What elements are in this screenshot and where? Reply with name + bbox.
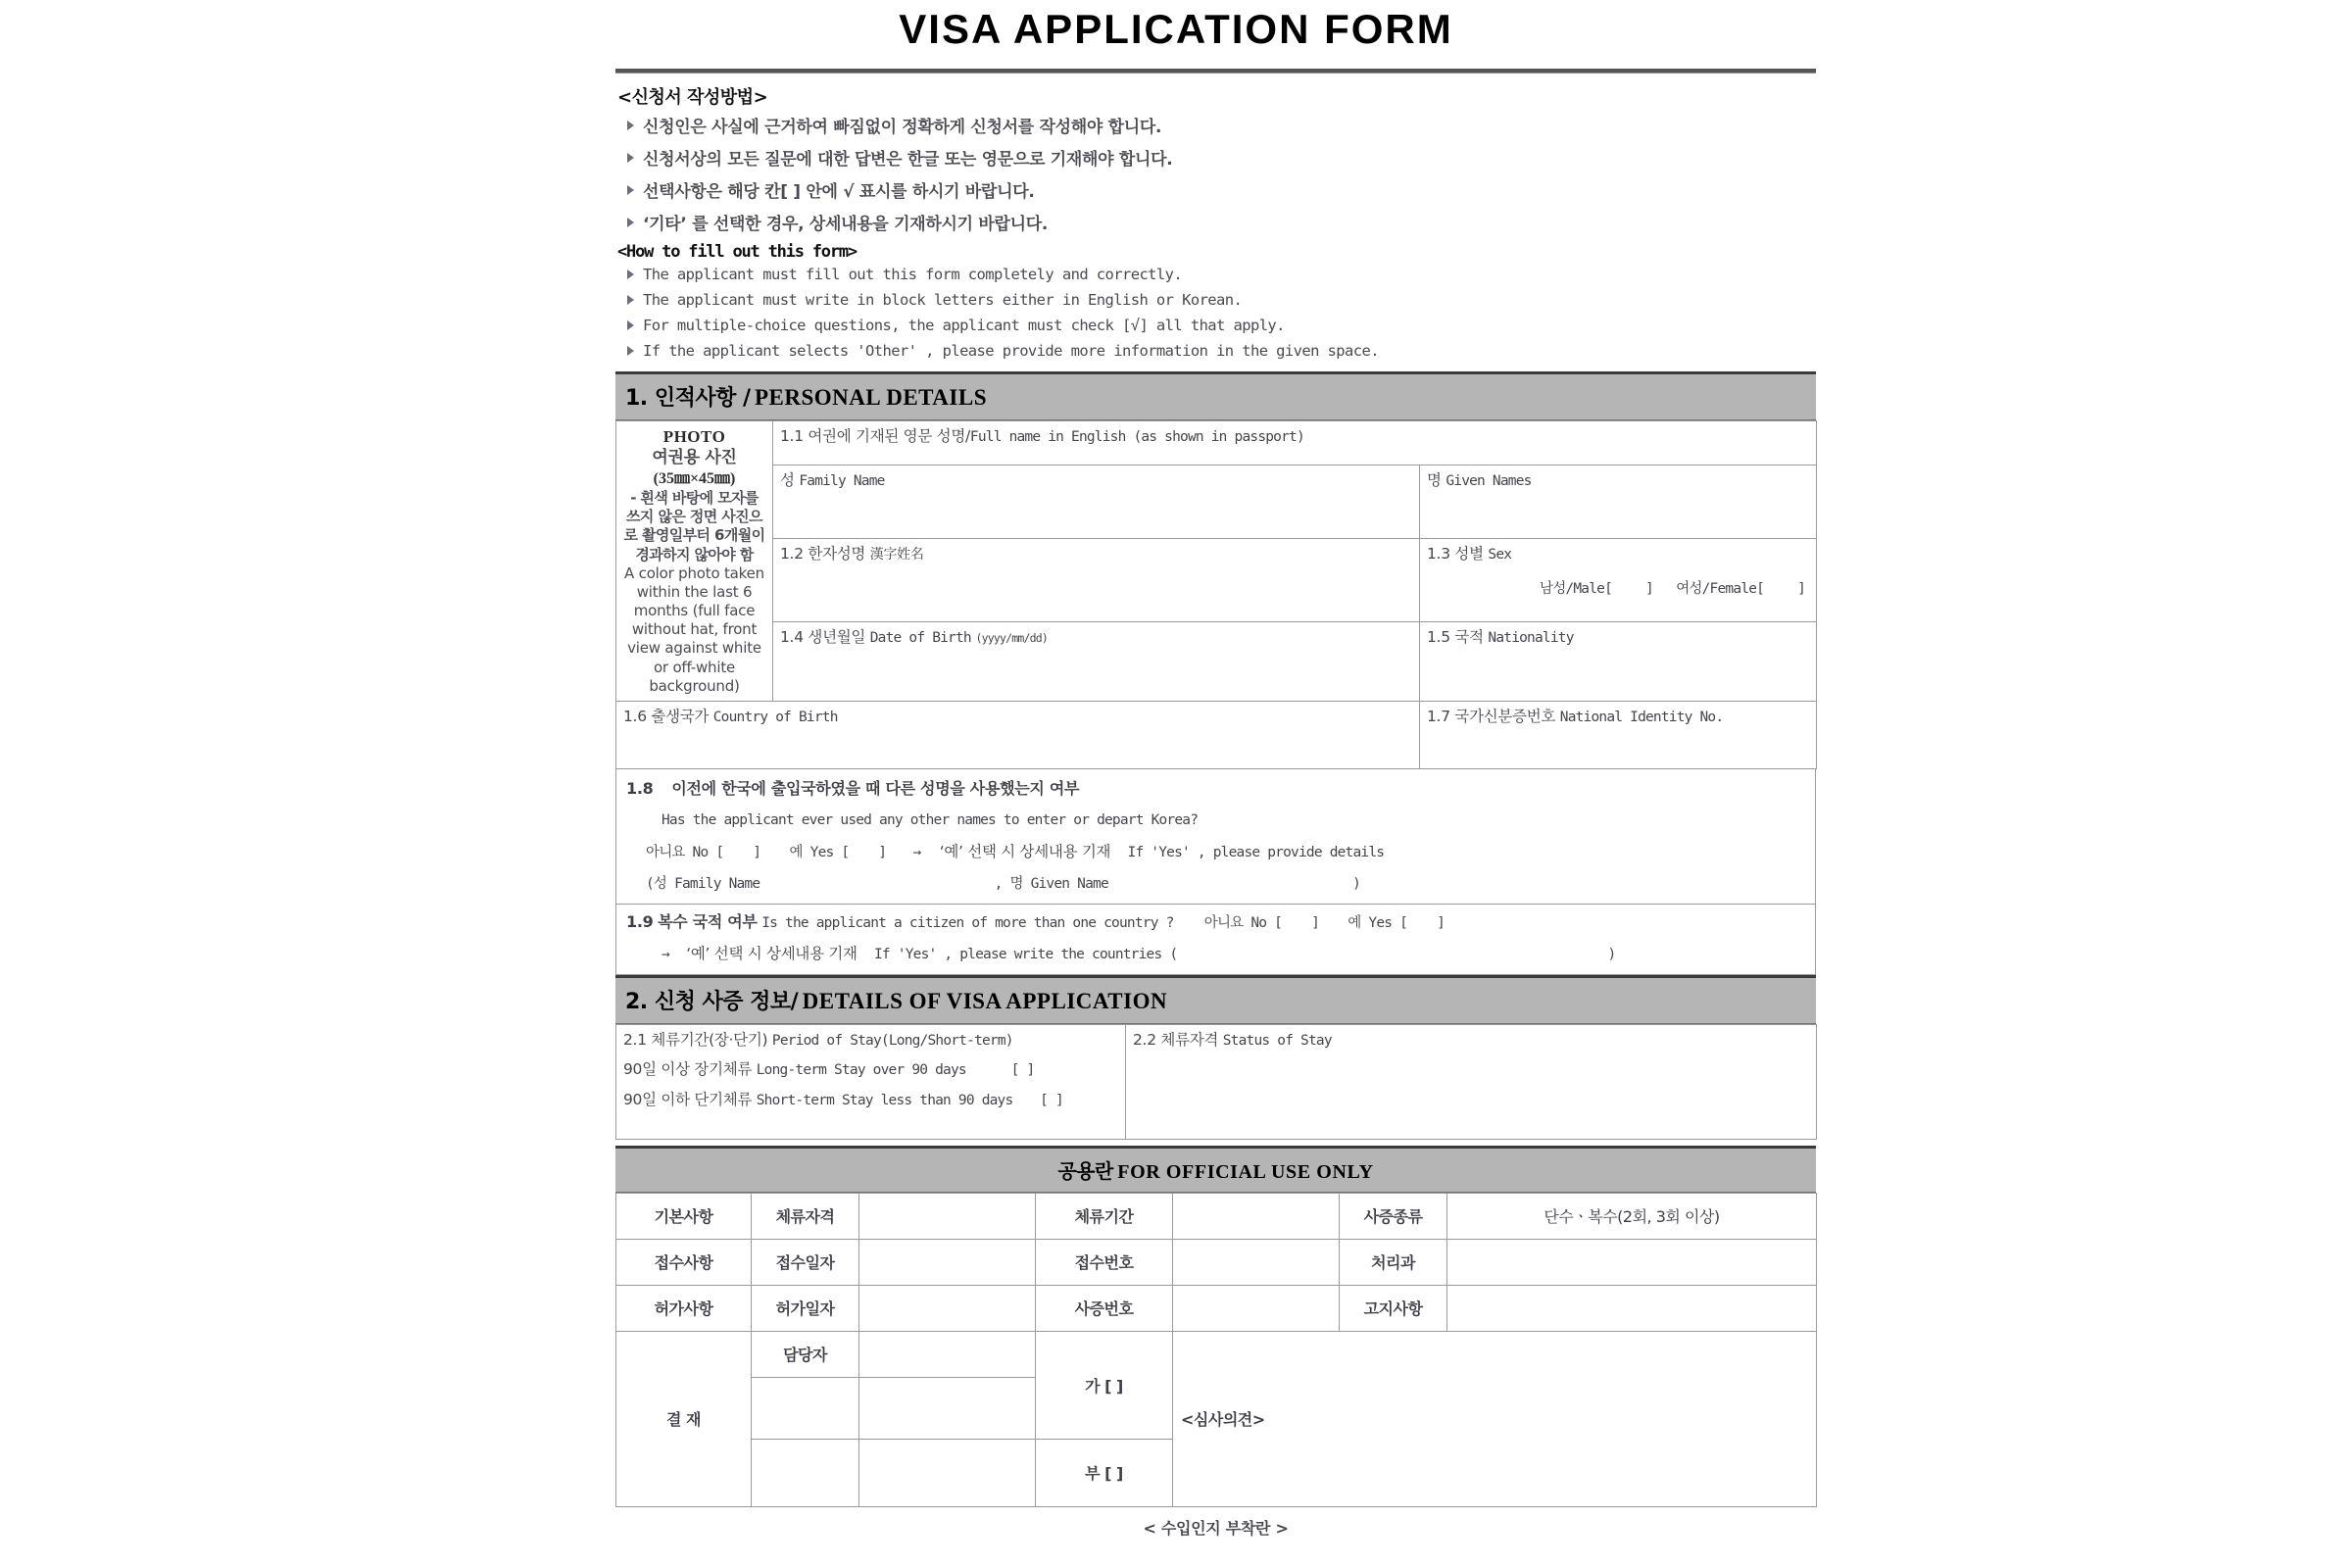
field-1-8-number: 1.8 — [626, 779, 654, 799]
instructions-korean-heading: <신청서 작성방법> — [617, 87, 768, 108]
form-content — [615, 69, 1816, 1539]
section-1-title-ko: 1. 인적사항 / — [625, 386, 751, 411]
bullet-triangle-icon — [627, 121, 634, 130]
field-1-1-label-ko: 1.1 여권에 기재된 영문 성명/ — [780, 427, 970, 445]
field-2-1-period-of-stay[interactable] — [616, 1024, 1126, 1139]
list-item — [615, 291, 1816, 309]
field-1-9-number: 1.9 — [626, 911, 654, 931]
top-divider — [615, 69, 1816, 74]
field-1-7-label-en: National Identity No. — [1559, 710, 1724, 726]
approval-decision-ok[interactable]: 가 [ ] — [1036, 1331, 1173, 1439]
field-1-8-prev-given-name: , 명 Given Name — [994, 876, 1108, 893]
field-1-3-label-en: Sex — [1488, 546, 1512, 563]
official-use-title-en: FOR OFFICIAL USE ONLY — [1117, 1160, 1374, 1183]
instruction-text: 신청인은 사실에 근거하여 빠짐없이 정확하게 신청서를 작성해야 합니다. — [643, 118, 1162, 137]
field-1-9-detail-row[interactable] — [626, 944, 1805, 965]
long-term-checkbox[interactable]: [ ] — [1010, 1062, 1035, 1079]
short-term-checkbox[interactable]: [ ] — [1040, 1092, 1063, 1108]
field-1-9-label-en: Is the applicant a citizen of more than one country ? — [761, 914, 1174, 931]
review-opinion-label: <심사의견> — [1181, 1410, 1265, 1430]
table-row — [616, 1239, 1817, 1285]
field-2-1-header — [623, 1030, 1118, 1052]
instruction-text: 신청서상의 모든 질문에 대한 답변은 한글 또는 영문으로 기재해야 합니다. — [643, 150, 1173, 170]
bullet-triangle-icon — [627, 218, 634, 227]
list-item — [615, 342, 1816, 360]
field-1-4-number: 1.4 — [780, 628, 804, 647]
field-1-1-header — [773, 421, 1817, 466]
official-row-0-label-2: 체류기간 — [1036, 1193, 1173, 1239]
field-1-8-no-checkbox[interactable]: 아니요 No [ — [646, 844, 724, 860]
field-2-2-label-en: Status of Stay — [1222, 1032, 1332, 1049]
field-1-8-label-ko: 이전에 한국에 출입국하였을 때 다른 성명을 사용했는지 여부 — [671, 779, 1080, 799]
review-opinion-cell[interactable] — [1173, 1331, 1817, 1506]
approval-officer-label: 담당자 — [752, 1331, 859, 1377]
short-term-label-ko: 90일 이하 단기체류 — [623, 1090, 753, 1108]
instructions-english — [615, 242, 1816, 360]
approval-table — [615, 1331, 1817, 1507]
field-1-5-label-en: Nationality — [1488, 630, 1574, 647]
field-1-8-detail-en: If 'Yes' , please provide details — [1127, 844, 1385, 860]
field-1-3-sex[interactable] — [1420, 538, 1817, 621]
field-1-8-yes-bracket-close: ] — [878, 844, 887, 860]
official-row-2-category: 허가사항 — [616, 1285, 752, 1331]
official-row-2-label-1: 허가일자 — [752, 1285, 859, 1331]
table-row — [616, 1193, 1817, 1239]
field-1-8-label-en: Has the applicant ever used any other names to enter or depart Korea? — [662, 812, 1199, 829]
field-1-8-no-bracket-close: ] — [753, 844, 761, 860]
field-1-3-label-ko: 성별 — [1454, 544, 1484, 563]
field-1-5-nationality[interactable] — [1420, 622, 1817, 702]
field-1-4-format-hint: (yyyy/mm/dd) — [975, 631, 1048, 646]
official-row-2-value-2[interactable] — [1173, 1285, 1340, 1331]
official-row-1-value-1[interactable] — [859, 1239, 1036, 1285]
instruction-text: For multiple-choice questions, the applicant must check [√] all that apply. — [643, 317, 1285, 334]
list-item — [615, 177, 1816, 202]
sex-male-checkbox[interactable]: 남성/Male[ — [1540, 581, 1612, 598]
field-1-4-label-ko: 생년월일 — [808, 628, 866, 647]
photo-label-ko: 여권용 사진 — [652, 447, 737, 467]
official-row-1-label-2: 접수번호 — [1036, 1239, 1173, 1285]
official-row-1-label-3: 처리과 — [1340, 1239, 1447, 1285]
bullet-triangle-icon — [627, 346, 634, 356]
approval-row-3-label[interactable] — [752, 1439, 859, 1506]
table-row — [616, 1331, 1817, 1377]
field-1-8-paren-close: ) — [1352, 876, 1361, 893]
bullet-triangle-icon — [627, 295, 634, 305]
official-row-0-value-2[interactable] — [1173, 1193, 1340, 1239]
bullet-triangle-icon — [627, 320, 634, 330]
official-row-2-label-2: 사증번호 — [1036, 1285, 1173, 1331]
section-2-header — [615, 975, 1816, 1024]
instruction-text: 선택사항은 해당 칸[ ] 안에 √ 표시를 하시기 바랍니다. — [643, 182, 1035, 202]
field-1-9-detail-ko: ‘예’ 선택 시 상세내용 기재 — [686, 945, 858, 963]
field-1-8-yes-checkbox[interactable]: 예 Yes [ — [789, 844, 850, 860]
bullet-triangle-icon — [627, 270, 634, 279]
approval-label: 결 재 — [616, 1331, 752, 1506]
field-1-1-label-en: Full name in English (as shown in passport) — [969, 429, 1304, 445]
family-name-label-en: Family Name — [799, 473, 885, 490]
list-item — [615, 145, 1816, 170]
approval-officer-signature[interactable] — [859, 1331, 1036, 1377]
field-1-2-label-hanja: 漢字姓名 — [869, 546, 924, 563]
sex-female-checkbox[interactable]: 여성/Female[ — [1676, 581, 1765, 598]
sex-options — [1427, 578, 1809, 600]
field-1-9-detail-en: If 'Yes' , please write the countries ( — [874, 947, 1178, 963]
field-1-9-no-checkbox[interactable]: 아니요 No [ — [1203, 914, 1283, 931]
arrow-icon: → — [662, 947, 669, 963]
field-1-4-date-of-birth[interactable] — [773, 622, 1420, 702]
list-item — [615, 210, 1816, 234]
field-1-2-label-ko: 한자성명 — [808, 544, 866, 563]
table-row — [616, 421, 1817, 466]
official-row-0-label-1: 체류자격 — [752, 1193, 859, 1239]
table-row — [616, 466, 1817, 538]
field-1-8-names-row[interactable] — [626, 873, 1805, 895]
field-1-8-other-names — [615, 769, 1816, 905]
field-1-6-number: 1.6 — [623, 708, 647, 726]
field-1-4-label-en: Date of Birth — [869, 630, 971, 647]
field-2-1-label-ko: 체류기간(장·단기) — [651, 1030, 768, 1049]
photo-note-en: A color photo taken within the last 6 months (full face without hat, front view against white or off-white background) — [624, 564, 764, 695]
field-1-6-country-of-birth[interactable] — [616, 702, 1420, 769]
field-2-2-number: 2.2 — [1133, 1030, 1156, 1049]
field-2-2-label-ko: 체류자격 — [1160, 1030, 1219, 1049]
field-1-9-yes-checkbox[interactable]: 예 Yes [ — [1348, 914, 1408, 931]
official-row-2-value-3[interactable] — [1447, 1285, 1817, 1331]
field-1-9-question-row — [626, 911, 1805, 934]
short-term-stay-option[interactable] — [623, 1090, 1118, 1111]
revenue-stamp-note: < 수입인지 부착란 > — [1143, 1518, 1289, 1538]
sex-male-bracket-close: ] — [1645, 581, 1653, 598]
field-1-5-number: 1.5 — [1427, 628, 1450, 647]
official-row-1-value-3[interactable] — [1447, 1239, 1817, 1285]
bullet-triangle-icon — [627, 153, 634, 163]
field-1-9-paren-close: ) — [1607, 947, 1616, 963]
official-row-0-value-1[interactable] — [859, 1193, 1036, 1239]
long-term-label-en: Long-term Stay over 90 days — [756, 1062, 966, 1079]
field-given-names[interactable] — [1420, 466, 1817, 538]
official-row-2-label-3: 고지사항 — [1340, 1285, 1447, 1331]
approval-row-3-signature[interactable] — [859, 1439, 1036, 1506]
official-row-0-label-3: 사증종류 — [1340, 1193, 1447, 1239]
official-use-table — [615, 1193, 1817, 1332]
field-1-3-number: 1.3 — [1427, 544, 1450, 563]
list-item — [615, 317, 1816, 334]
section-1-title-en: PERSONAL DETAILS — [754, 385, 987, 410]
page-title: VISA APPLICATION FORM — [899, 6, 1453, 52]
field-1-2-hanja-name[interactable] — [773, 538, 1420, 621]
given-names-label-ko: 명 — [1427, 471, 1442, 490]
photo-dimensions: (35㎜×45㎜) — [653, 469, 736, 487]
list-item — [615, 266, 1816, 283]
table-row — [616, 1285, 1817, 1331]
table-row — [616, 622, 1817, 702]
field-1-9-multiple-citizenship — [615, 904, 1816, 975]
official-use-title-ko: 공용란 — [1057, 1158, 1113, 1183]
field-1-7-national-identity-no[interactable] — [1420, 702, 1817, 769]
official-row-2-value-1[interactable] — [859, 1285, 1036, 1331]
section-2-title-ko: 2. 신청 사증 정보/ — [625, 989, 799, 1014]
field-2-1-number: 2.1 — [623, 1030, 647, 1049]
field-1-5-label-ko: 국적 — [1454, 628, 1484, 647]
list-item — [615, 113, 1816, 137]
field-1-8-detail-ko: ‘예’ 선택 시 상세내용 기재 — [939, 842, 1111, 860]
field-1-8-question-ko — [626, 776, 1805, 799]
field-1-6-label-ko: 출생국가 — [651, 708, 710, 726]
field-1-7-number: 1.7 — [1427, 708, 1450, 726]
field-1-9-yes-bracket-close: ] — [1437, 914, 1446, 931]
instruction-text: The applicant must write in block letters either in English or Korean. — [643, 291, 1243, 309]
visa-details-table — [615, 1024, 1817, 1140]
official-row-0-value-3[interactable]: 단수ㆍ복수(2회, 3회 이상) — [1447, 1193, 1817, 1239]
photo-note-ko: - 흰색 바탕에 모자를 쓰지 않은 정면 사진으로 촬영일부터 6개월이 경과하지 않아야 함 — [623, 488, 765, 564]
photo-requirement-cell — [616, 421, 773, 702]
personal-details-table — [615, 420, 1817, 769]
instructions-english-heading: <How to fill out this form> — [617, 242, 857, 262]
approval-decision-no[interactable]: 부 [ ] — [1036, 1439, 1173, 1506]
arrow-icon: → — [912, 844, 921, 860]
field-2-1-label-en: Period of Stay(Long/Short-term) — [771, 1032, 1013, 1049]
approval-row-2-signature[interactable] — [859, 1377, 1036, 1439]
approval-row-2-label[interactable] — [752, 1377, 859, 1439]
field-1-7-label-ko: 국가신분증번호 — [1454, 708, 1556, 726]
official-row-1-label-1: 접수일자 — [752, 1239, 859, 1285]
given-names-label-en: Given Names — [1446, 473, 1532, 490]
instructions-korean — [615, 83, 1816, 234]
bullet-triangle-icon — [627, 185, 634, 195]
field-1-6-label-en: Country of Birth — [712, 710, 838, 726]
section-2-title-en: DETAILS OF VISA APPLICATION — [802, 988, 1168, 1013]
field-1-8-prev-family-name: (성 Family Name — [646, 876, 760, 893]
short-term-label-en: Short-term Stay less than 90 days — [756, 1092, 1013, 1108]
official-row-1-category: 접수사항 — [616, 1239, 752, 1285]
field-1-8-question-en — [626, 809, 1805, 831]
table-row — [616, 702, 1817, 769]
official-row-1-value-2[interactable] — [1173, 1239, 1340, 1285]
official-use-header — [615, 1146, 1816, 1193]
sex-female-bracket-close: ] — [1797, 581, 1806, 598]
instruction-text: ‘기타’ 를 선택한 경우, 상세내용을 기재하시기 바랍니다. — [643, 215, 1049, 234]
long-term-stay-option[interactable] — [623, 1059, 1118, 1081]
field-1-9-label-ko: 복수 국적 여부 — [658, 911, 758, 931]
official-row-0-category: 기본사항 — [616, 1193, 752, 1239]
field-1-9-no-bracket-close: ] — [1311, 914, 1319, 931]
section-1-header — [615, 371, 1816, 420]
photo-label: PHOTO — [662, 427, 726, 446]
long-term-label-ko: 90일 이상 장기체류 — [623, 1060, 753, 1079]
instructions-korean-list — [615, 113, 1816, 234]
instruction-text: The applicant must fill out this form completely and correctly. — [643, 266, 1183, 283]
field-1-2-number: 1.2 — [780, 544, 804, 563]
field-family-name[interactable] — [773, 466, 1420, 538]
family-name-label-ko: 성 — [780, 471, 795, 490]
field-2-2-status-of-stay[interactable] — [1126, 1024, 1817, 1139]
instructions-english-list — [615, 266, 1816, 360]
field-1-8-answer-row — [626, 842, 1805, 863]
table-row — [616, 538, 1817, 621]
instruction-text: If the applicant selects 'Other' , please provide more information in the given space. — [643, 342, 1379, 360]
table-row — [616, 1024, 1817, 1139]
